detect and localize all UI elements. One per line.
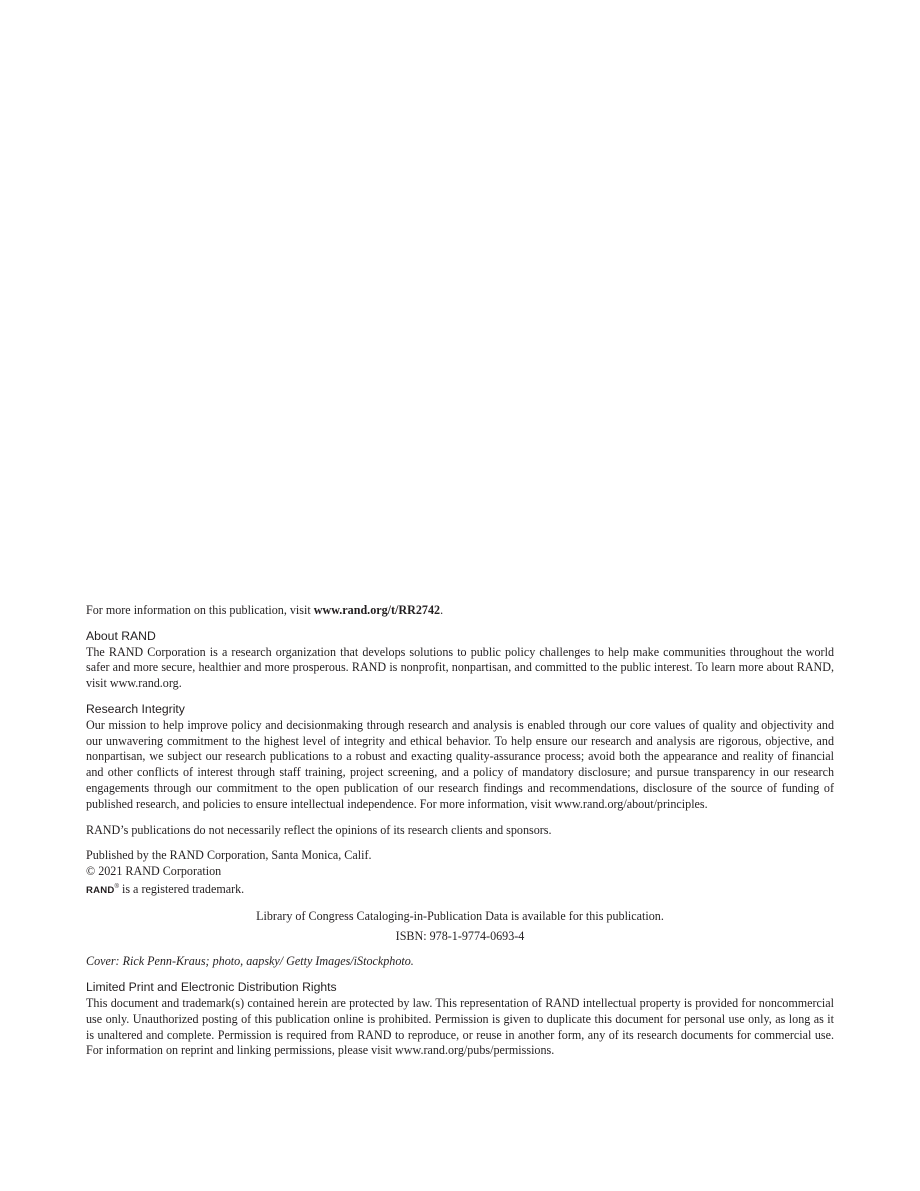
- publications-disclaimer: RAND’s publications do not necessarily reflect the opinions of its research clients and sponsors.: [86, 822, 552, 837]
- research-integrity-heading: Research Integrity: [86, 701, 185, 716]
- registered-symbol: ®: [114, 883, 119, 890]
- distribution-rights-body: This document and trademark(s) contained herein are protected by law. This representation of RAND intellectual property is provided for noncommercial use only. Unauthorized posting of this publication online is prohibited. Permission is given to duplicate this document for personal use only, as long as it is unaltered and complete. Permission is required from RAND to reproduce, or reuse in another form, any of its research documents for commercial use. For information on reprint and linking permissions, please visit www.rand.org/pubs/permissions.: [86, 995, 834, 1058]
- cataloging-line: Library of Congress Cataloging-in-Publication Data is available for this publication.: [256, 908, 664, 923]
- cover-credit: Cover: Rick Penn-Kraus; photo, aapsky/ Getty Images/iStockphoto.: [86, 954, 414, 969]
- more-info-suffix: .: [440, 603, 444, 617]
- trademark-line: [86, 880, 834, 899]
- trademark-text: is a registered trademark.: [118, 881, 245, 896]
- research-integrity-body: Our mission to help improve policy and decisionmaking through research and analysis is enabled through our core values of quality and objectivity and our unwavering commitment to the highest level of integrity and ethical behavior. To help ensure our research and analysis are rigorous, objective, and nonpartisan, we subject our research publications to a robust and exacting quality-assurance process; avoid both the appearance and reality of financial and other conflicts of interest through staff training, project screening, and a policy of mandatory disclosure; and pursue transparency in our research engagements through our commitment to the open publication of our research findings and recommendations, disclosure of the source of funding of published research, and policies to ensure intellectual independence. For more information, visit www.rand.org/about/principles.: [86, 717, 834, 811]
- more-info-prefix: For more information on this publication, visit: [86, 603, 314, 617]
- rand-wordmark: RAND: [86, 884, 115, 896]
- about-rand-body: The RAND Corporation is a research organization that develops solutions to public policy challenges to help make communities throughout the world safer and more secure, healthier and more prosperous. RAND is nonprofit, nonpartisan, and committed to the public interest. To learn more about RAND, visit www.rand.org.: [86, 644, 834, 691]
- publisher-line: Published by the RAND Corporation, Santa Monica, Calif.: [86, 848, 372, 863]
- copyright-line: © 2021 RAND Corporation: [86, 864, 222, 879]
- more-info-line: [86, 603, 834, 619]
- publication-url-link[interactable]: www.rand.org/t/RR2742: [313, 603, 441, 617]
- copyright-page-content: [86, 603, 834, 1059]
- isbn-line: ISBN: 978-1-9774-0693-4: [395, 928, 525, 943]
- about-rand-heading: About RAND: [86, 628, 156, 643]
- distribution-rights-heading: Limited Print and Electronic Distribution Rights: [86, 980, 337, 995]
